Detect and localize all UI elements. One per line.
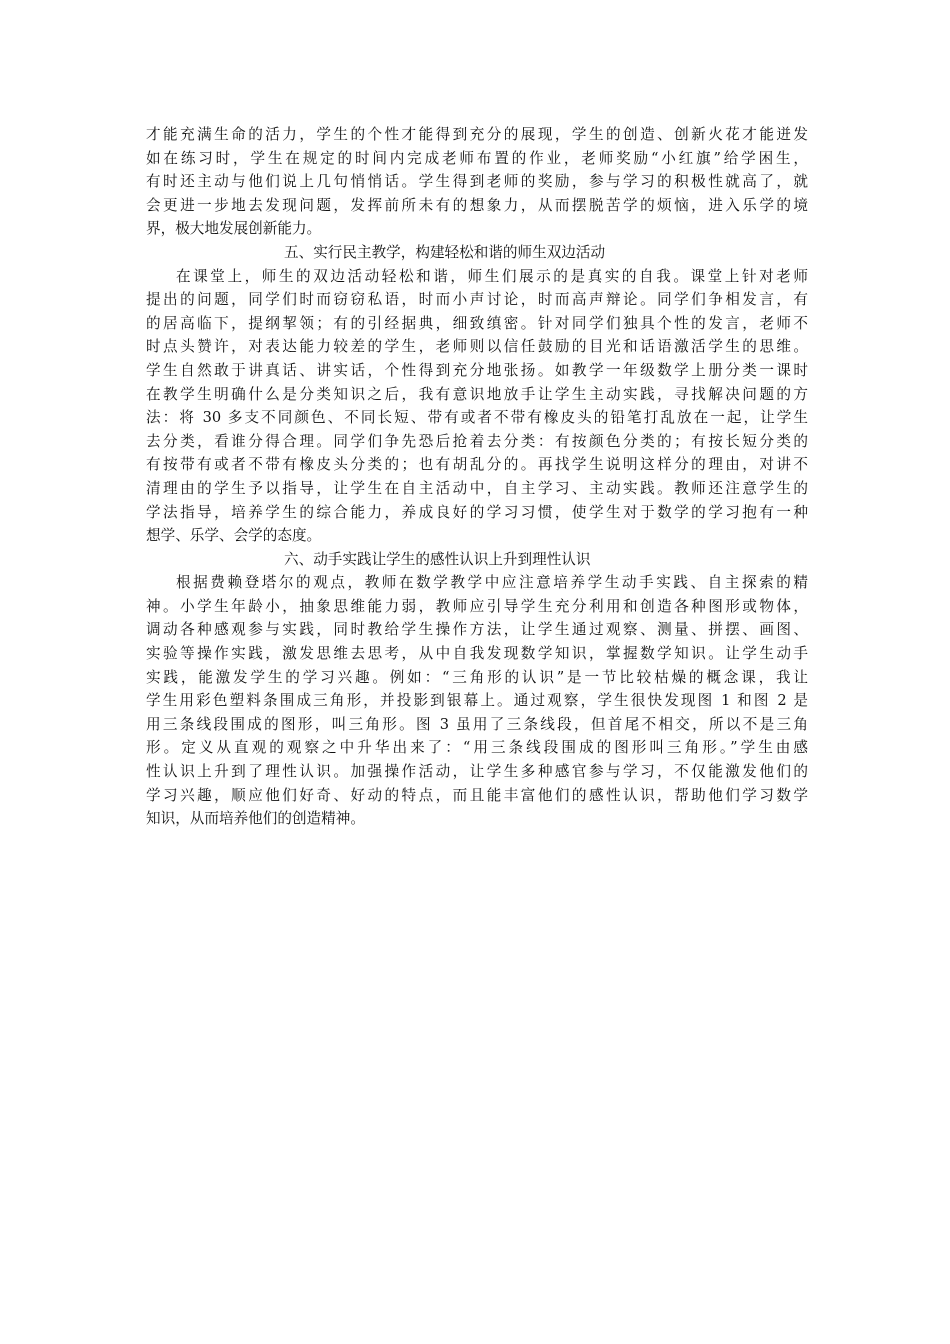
text-line: 调动各种感观参与实践，同时教给学生操作方法，让学生通过观察、测量、拼摆、画图、 xyxy=(146,621,808,639)
text-line: 在教学生明确什么是分类知识之后，我有意识地放手让学生主动实践，寻找解决问题的方 xyxy=(146,385,808,403)
text-line: 学生自然敢于讲真话、讲实话，个性得到充分地张扬。如教学一年级数学上册分类一课时 xyxy=(146,361,808,379)
text-line: 在课堂上，师生的双边活动轻松和谐，师生们展示的是真实的自我。课堂上针对老师 xyxy=(176,267,808,285)
text-line: 有时还主动与他们说上几句悄悄话。学生得到老师的奖励，参与学习的积极性就高了，就 xyxy=(146,173,808,191)
text-line: 提出的问题，同学们时而窃窃私语，时而小声讨论，时而高声辩论。同学们争相发言，有 xyxy=(146,291,808,309)
text-line: 实验等操作实践，激发思维去思考，从中自我发现数学知识，掌握数学知识。让学生动手 xyxy=(146,645,808,663)
text-line: 去分类，看谁分得合理。同学们争先恐后抢着去分类：有按颜色分类的；有按长短分类的 xyxy=(146,432,808,450)
text-line: 性认识上升到了理性认识。加强操作活动，让学生多种感官参与学习，不仅能激发他们的 xyxy=(146,763,808,781)
text-line: 如在练习时，学生在规定的时间内完成老师布置的作业，老师奖励“小红旗”给学困生， xyxy=(146,149,808,167)
intro-paragraph xyxy=(146,123,808,241)
text-line: 形。定义从直观的观察之中升华出来了：“用三条线段围成的图形叫三角形。”学生由感 xyxy=(146,739,808,757)
text-line: 用三条线段围成的图形，叫三角形。图 3 虽用了三条线段，但首尾不相交，所以不是三角 xyxy=(146,715,808,733)
document-page xyxy=(146,123,808,831)
text-line: 时点头赞许，对表达能力较差的学生，老师则以信任鼓励的目光和话语激活学生的思维。 xyxy=(146,338,808,356)
section-6-paragraph xyxy=(146,571,808,831)
text-line: 清理由的学生予以指导，让学生在自主活动中，自主学习、主动实践。教师还注意学生的 xyxy=(146,479,808,497)
section-heading: 六、动手实践让学生的感性认识上升到理性认识 xyxy=(284,550,591,568)
text-line: 法：将 30 多支不同颜色、不同长短、带有或者不带有橡皮头的铅笔打乱放在一起，让学生 xyxy=(146,409,808,427)
text-line: 界，极大地发展创新能力。 xyxy=(146,220,322,238)
text-line: 会更进一步地去发现问题，发挥前所未有的想象力，从而摆脱苦学的烦恼，进入乐学的境 xyxy=(146,196,808,214)
text-line: 神。小学生年龄小，抽象思维能力弱，教师应引导学生充分利用和创造各种图形或物体， xyxy=(146,597,808,615)
text-line: 想学、乐学、会学的态度。 xyxy=(146,527,322,545)
section-heading: 五、实行民主教学，构建轻松和谐的师生双边活动 xyxy=(284,243,606,261)
text-line: 学生用彩色塑料条围成三角形，并投影到银幕上。通过观察，学生很快发现图 1 和图 2 是 xyxy=(146,692,808,710)
text-line: 学法指导，培养学生的综合能力，养成良好的学习习惯，使学生对于数学的学习抱有一种 xyxy=(146,503,808,521)
section-5-paragraph xyxy=(146,265,808,548)
text-line: 有按带有或者不带有橡皮头分类的；也有胡乱分的。再找学生说明这样分的理由，对讲不 xyxy=(146,456,808,474)
text-line: 才能充满生命的活力，学生的个性才能得到充分的展现，学生的创造、创新火花才能迸发 xyxy=(146,126,808,143)
text-line: 知识，从而培养他们的创造精神。 xyxy=(146,810,365,828)
text-line: 实践，能激发学生的学习兴趣。例如：“三角形的认识”是一节比较枯燥的概念课，我让 xyxy=(146,668,808,686)
text-line: 根据费赖登塔尔的观点，教师在数学教学中应注意培养学生动手实践、自主探索的精 xyxy=(176,574,808,592)
text-line: 学习兴趣，顺应他们好奇、好动的特点，而且能丰富他们的感性认识，帮助他们学习数学 xyxy=(146,786,808,804)
text-line: 的居高临下，提纲挈领；有的引经据典，细致缜密。针对同学们独具个性的发言，老师不 xyxy=(146,314,808,332)
